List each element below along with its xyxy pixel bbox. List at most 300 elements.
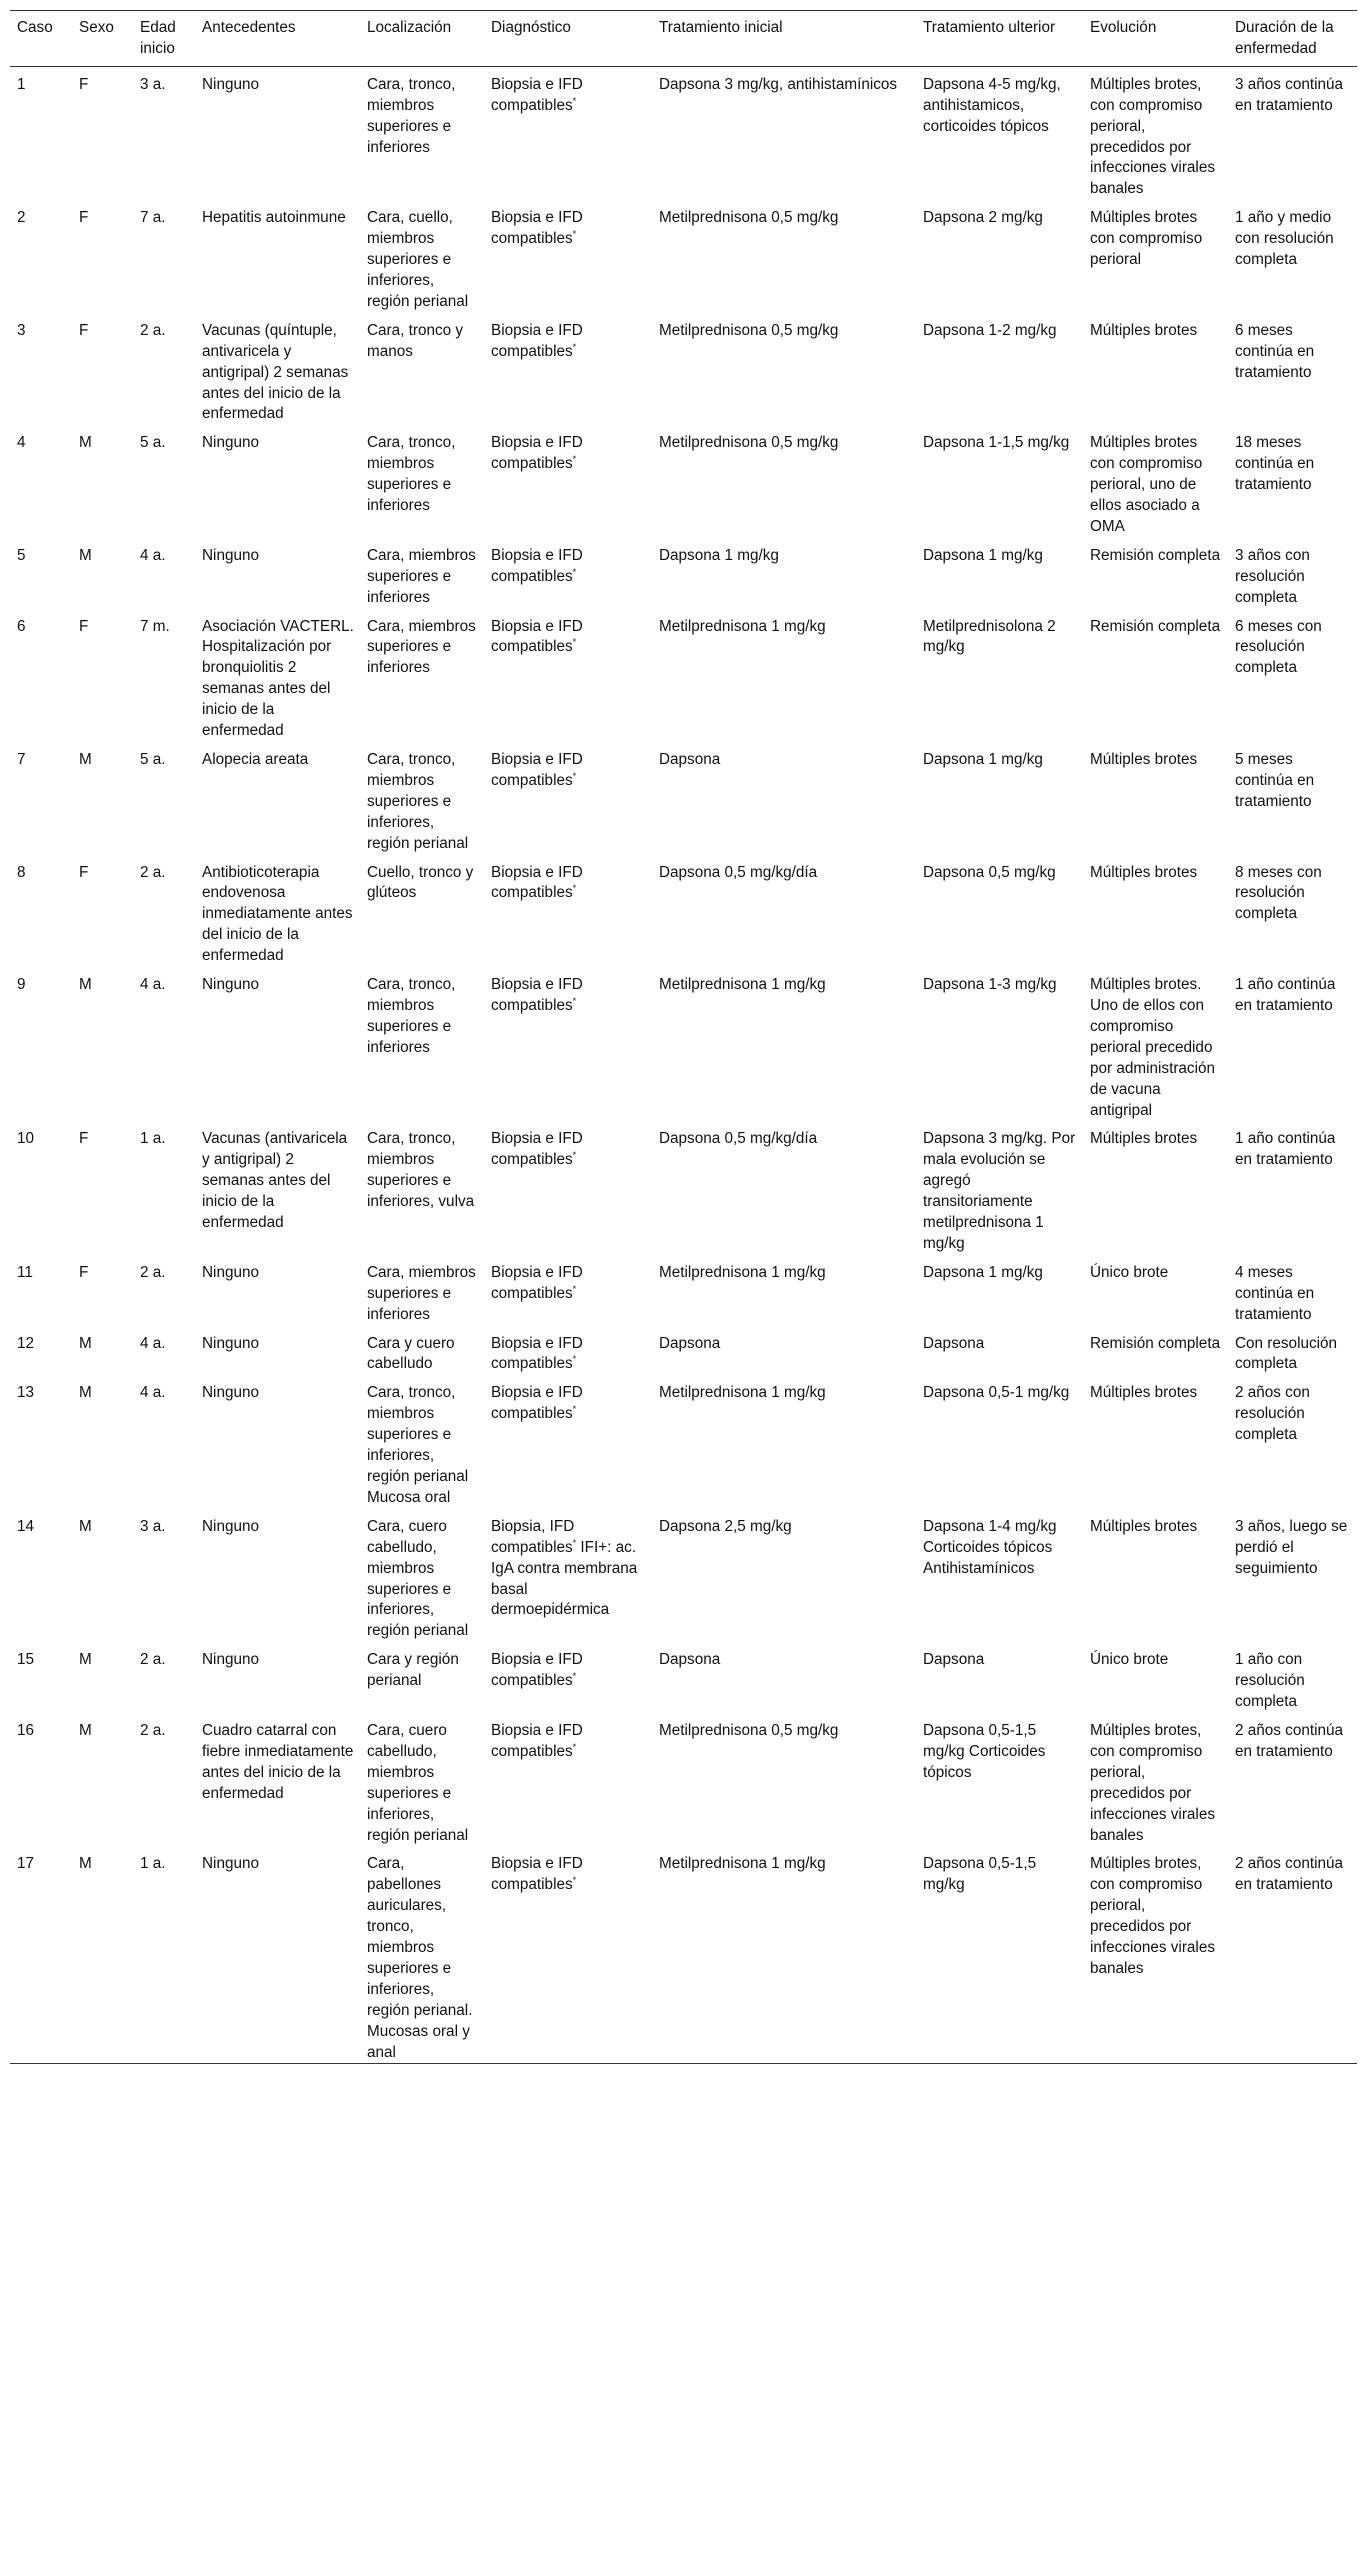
- header-row: [10, 11, 1357, 67]
- cell-text: 1 a.: [140, 1130, 166, 1148]
- cell-text: Dapsona 3 mg/kg. Por mala evolución se agregó transitoriamente metilprednisona 1 mg/kg: [923, 1130, 1076, 1252]
- cell-localizacion: [360, 1326, 484, 1376]
- cell-caso: [10, 425, 72, 538]
- cell-text: Biopsia e IFD compatibles: [491, 1384, 583, 1423]
- cell-text: Biopsia, IFD compatibles: [491, 1517, 575, 1556]
- cell-antecedentes: [195, 66, 360, 200]
- cell-evolucion: [1083, 609, 1228, 742]
- cell-text: Cara, cuello, miembros superiores e inferiores, región perianal: [367, 209, 469, 310]
- cell-edad: [133, 742, 195, 855]
- cell-text: Ninguno: [202, 75, 259, 93]
- cell-evolucion: [1083, 1255, 1228, 1326]
- cell-text: Dapsona 1 mg/kg: [923, 1263, 1043, 1281]
- cell-text: 8: [17, 863, 26, 881]
- cell-edad: [133, 313, 195, 426]
- cell-text: Cara, miembros superiores e inferiores: [367, 1263, 476, 1323]
- cell-caso: [10, 1255, 72, 1326]
- cell-text: Ninguno: [202, 1334, 259, 1352]
- cell-tratamiento-ulterior: [916, 1121, 1083, 1254]
- cell-tratamiento-ulterior: [916, 313, 1083, 426]
- cell-sexo: [72, 66, 133, 200]
- header-localizacion: Localización: [367, 19, 452, 36]
- cell-localizacion: [360, 313, 484, 426]
- cell-antecedentes: [195, 742, 360, 855]
- cell-evolucion: [1083, 1509, 1228, 1642]
- cell-text: Cara, miembros superiores e inferiores: [367, 546, 476, 606]
- cell-antecedentes: [195, 1326, 360, 1376]
- cell-text: Ninguno: [202, 1384, 259, 1402]
- table-row: [10, 313, 1357, 426]
- header-diagnostico: Diagnóstico: [491, 19, 571, 36]
- cell-text: F: [79, 863, 89, 881]
- cell-diagnostico: [484, 609, 652, 742]
- table-row: [10, 1509, 1357, 1642]
- cell-duracion: [1228, 1846, 1357, 2064]
- cell-edad: [133, 967, 195, 1121]
- cell-sexo: [72, 313, 133, 426]
- cell-text: M: [79, 434, 92, 452]
- cell-evolucion: [1083, 538, 1228, 609]
- cell-localizacion: [360, 742, 484, 855]
- cell-duracion: [1228, 609, 1357, 742]
- cell-localizacion: [360, 1642, 484, 1713]
- cell-text: Biopsia e IFD compatibles: [491, 1855, 583, 1894]
- cell-evolucion: [1083, 1375, 1228, 1508]
- table-row: [10, 1121, 1357, 1254]
- cell-text: F: [79, 1130, 89, 1148]
- cell-text: 3 a.: [140, 1517, 166, 1535]
- cell-sexo: [72, 425, 133, 538]
- cell-tratamiento-ulterior: [916, 1509, 1083, 1642]
- cell-localizacion: [360, 66, 484, 200]
- cell-sexo: [72, 1509, 133, 1642]
- table-header: [10, 11, 1357, 67]
- table-row: [10, 425, 1357, 538]
- cell-tratamiento-ulterior: [916, 1713, 1083, 1846]
- cell-caso: [10, 1642, 72, 1713]
- cell-edad: [133, 855, 195, 968]
- cell-tratamiento-inicial: [652, 425, 916, 538]
- cell-localizacion: [360, 425, 484, 538]
- cell-text: Ninguno: [202, 1855, 259, 1873]
- cell-caso: [10, 855, 72, 968]
- cell-text: 8 meses con resolución completa: [1235, 863, 1322, 923]
- cell-text: Múltiples brotes: [1090, 1517, 1198, 1535]
- cell-text: 3 años continúa en tratamiento: [1235, 75, 1344, 114]
- cell-text: Cara, tronco, miembros superiores e inferiores, región perianal: [367, 751, 469, 852]
- cell-text: 11: [17, 1263, 33, 1281]
- cell-text: Metilprednisona 1 mg/kg: [659, 1855, 826, 1873]
- cell-tratamiento-ulterior: [916, 66, 1083, 200]
- cell-antecedentes: [195, 313, 360, 426]
- cell-diagnostico: [484, 1121, 652, 1254]
- table-body: [10, 66, 1357, 2064]
- cell-text: Biopsia e IFD compatibles: [491, 321, 583, 360]
- cell-diagnostico: [484, 66, 652, 200]
- cell-tratamiento-inicial: [652, 66, 916, 200]
- footnote-marker: *: [572, 454, 577, 465]
- cell-diagnostico: [484, 1509, 652, 1642]
- cell-text: 4 a.: [140, 1384, 166, 1402]
- cell-text: 3 a.: [140, 75, 166, 93]
- cell-tratamiento-inicial: [652, 1642, 916, 1713]
- cell-duracion: [1228, 742, 1357, 855]
- cell-text: Asociación VACTERL. Hospitalización por bronquiolitis 2 semanas antes del inicio de la enfermedad: [202, 617, 354, 740]
- cell-tratamiento-ulterior: [916, 742, 1083, 855]
- cell-text: M: [79, 1517, 92, 1535]
- cell-localizacion: [360, 1121, 484, 1254]
- table-row: [10, 1713, 1357, 1846]
- cell-text: Remisión completa: [1090, 1334, 1221, 1352]
- cell-localizacion: [360, 1713, 484, 1846]
- cell-text: 7 a.: [140, 209, 166, 227]
- cell-text: Biopsia e IFD compatibles: [491, 209, 583, 248]
- cell-text: 2 a.: [140, 321, 166, 339]
- cell-tratamiento-ulterior: [916, 425, 1083, 538]
- cell-text: 5 a.: [140, 751, 166, 768]
- cell-text: Único brote: [1090, 1651, 1169, 1669]
- cell-sexo: [72, 1375, 133, 1508]
- cell-edad: [133, 538, 195, 609]
- footnote-marker: *: [572, 1404, 577, 1415]
- cell-text: Cara, tronco y manos: [367, 321, 464, 360]
- table-row: [10, 855, 1357, 968]
- cell-text: Múltiples brotes. Uno de ellos con compromiso perioral precedido por administración de vacuna antigripal: [1090, 976, 1215, 1119]
- cell-text: Vacunas (antivaricela y antigripal) 2 semanas antes del inicio de la enfermedad: [202, 1130, 348, 1232]
- cell-edad: [133, 66, 195, 200]
- cell-caso: [10, 1326, 72, 1376]
- cell-evolucion: [1083, 313, 1228, 426]
- cell-edad: [133, 1255, 195, 1326]
- cell-duracion: [1228, 855, 1357, 968]
- footnote-marker: *: [572, 566, 577, 577]
- cell-text: Ninguno: [202, 976, 259, 994]
- cell-text: Múltiples brotes, con compromiso perioral, precedidos por infecciones virales banales: [1090, 75, 1215, 198]
- cell-text: 1 año con resolución completa: [1235, 1651, 1305, 1711]
- cell-antecedentes: [195, 1121, 360, 1254]
- cell-text: Dapsona 3 mg/kg, antihistamínicos: [659, 75, 898, 93]
- cell-tratamiento-inicial: [652, 1509, 916, 1642]
- cell-text: Múltiples brotes, con compromiso perioral, precedidos por infecciones virales banales: [1090, 1855, 1215, 1977]
- cell-tratamiento-ulterior: [916, 967, 1083, 1121]
- clinical-cases-table: [10, 10, 1357, 2064]
- cell-evolucion: [1083, 200, 1228, 313]
- cell-text: Múltiples brotes: [1090, 321, 1198, 339]
- cell-text: Múltiples brotes con compromiso perioral: [1090, 209, 1203, 269]
- cell-duracion: [1228, 1255, 1357, 1326]
- cell-duracion: [1228, 200, 1357, 313]
- cell-text: Dapsona 1-2 mg/kg: [923, 321, 1057, 339]
- cell-antecedentes: [195, 425, 360, 538]
- header-tratamiento-ulterior: Tratamiento ulterior: [923, 19, 1056, 36]
- cell-text: Dapsona 0,5 mg/kg: [923, 863, 1056, 881]
- cell-text: 5: [17, 546, 26, 564]
- cell-text: Múltiples brotes con compromiso perioral, uno de ellos asociado a OMA: [1090, 434, 1203, 535]
- cell-sexo: [72, 967, 133, 1121]
- cell-text: Antibioticoterapia endovenosa inmediatamente antes del inicio de la enfermedad: [202, 863, 353, 965]
- cell-duracion: [1228, 1713, 1357, 1846]
- cell-caso: [10, 1713, 72, 1846]
- cell-text: Ninguno: [202, 1517, 259, 1535]
- cell-text: Dapsona 0,5-1,5 mg/kg Corticoides tópicos: [923, 1721, 1046, 1781]
- cell-caso: [10, 313, 72, 426]
- cell-text: 3 años con resolución completa: [1235, 546, 1310, 606]
- cell-evolucion: [1083, 967, 1228, 1121]
- cell-diagnostico: [484, 1375, 652, 1508]
- cell-evolucion: [1083, 1642, 1228, 1713]
- cell-text: Dapsona: [659, 1334, 721, 1352]
- cell-text: Dapsona 0,5 mg/kg/día: [659, 1130, 818, 1148]
- cell-text: Metilprednisona 0,5 mg/kg: [659, 1721, 839, 1739]
- cell-text: Dapsona 2,5 mg/kg: [659, 1517, 792, 1535]
- footnote-marker: *: [572, 883, 577, 894]
- cell-duracion: [1228, 1375, 1357, 1508]
- clinical-table-container: [10, 10, 1357, 2064]
- cell-text: Con resolución completa: [1235, 1334, 1338, 1373]
- cell-text: 15: [17, 1651, 35, 1669]
- cell-tratamiento-ulterior: [916, 1642, 1083, 1713]
- cell-edad: [133, 1326, 195, 1376]
- cell-sexo: [72, 1121, 133, 1254]
- table-row: [10, 200, 1357, 313]
- cell-antecedentes: [195, 1713, 360, 1846]
- cell-text: Dapsona: [659, 751, 721, 768]
- cell-duracion: [1228, 425, 1357, 538]
- cell-text: Biopsia e IFD compatibles: [491, 1651, 583, 1690]
- cell-sexo: [72, 1642, 133, 1713]
- cell-text: Dapsona 1 mg/kg: [659, 546, 779, 564]
- cell-text: Cuello, tronco y glúteos: [367, 863, 474, 902]
- cell-sexo: [72, 200, 133, 313]
- cell-caso: [10, 967, 72, 1121]
- cell-text: Metilprednisolona 2 mg/kg: [923, 617, 1056, 656]
- header-tratamiento-inicial: Tratamiento inicial: [659, 19, 783, 36]
- cell-text: Dapsona 1 mg/kg: [923, 751, 1043, 768]
- cell-text: 4 meses continúa en tratamiento: [1235, 1263, 1315, 1323]
- cell-localizacion: [360, 538, 484, 609]
- cell-caso: [10, 1375, 72, 1508]
- cell-text: 7 m.: [140, 617, 170, 635]
- cell-sexo: [72, 1255, 133, 1326]
- cell-text: Múltiples brotes, con compromiso perioral, precedidos por infecciones virales banales: [1090, 1721, 1215, 1844]
- cell-tratamiento-ulterior: [916, 1255, 1083, 1326]
- cell-tratamiento-ulterior: [916, 855, 1083, 968]
- cell-text: 2 a.: [140, 863, 166, 881]
- cell-tratamiento-ulterior: [916, 538, 1083, 609]
- footnote-marker: *: [572, 1150, 577, 1161]
- cell-tratamiento-ulterior: [916, 609, 1083, 742]
- header-duracion: Duración de la enfermedad: [1235, 19, 1334, 57]
- cell-text: Múltiples brotes: [1090, 863, 1198, 881]
- cell-antecedentes: [195, 200, 360, 313]
- cell-text: Dapsona: [923, 1651, 985, 1669]
- cell-sexo: [72, 538, 133, 609]
- cell-text: 2 años continúa en tratamiento: [1235, 1855, 1344, 1894]
- cell-text: 9: [17, 976, 26, 994]
- cell-caso: [10, 1121, 72, 1254]
- footnote-marker: *: [572, 1741, 577, 1752]
- cell-text: Múltiples brotes: [1090, 1384, 1198, 1402]
- cell-tratamiento-inicial: [652, 1713, 916, 1846]
- cell-text: M: [79, 546, 92, 564]
- cell-text: Dapsona 1 mg/kg: [923, 546, 1043, 564]
- cell-text: Dapsona 1-3 mg/kg: [923, 976, 1057, 994]
- cell-text: 2 a.: [140, 1721, 166, 1739]
- cell-text: 4 a.: [140, 976, 166, 994]
- cell-tratamiento-inicial: [652, 742, 916, 855]
- cell-text: Remisión completa: [1090, 617, 1221, 635]
- cell-tratamiento-ulterior: [916, 1326, 1083, 1376]
- cell-text: 1 año continúa en tratamiento: [1235, 1130, 1336, 1169]
- cell-diagnostico: [484, 1255, 652, 1326]
- cell-diagnostico: [484, 313, 652, 426]
- cell-localizacion: [360, 1846, 484, 2064]
- footnote-marker: *: [572, 95, 577, 106]
- cell-text: Dapsona 1-4 mg/kg Corticoides tópicos Antihistamínicos: [923, 1517, 1057, 1577]
- cell-text: Dapsona: [923, 1334, 985, 1352]
- cell-tratamiento-inicial: [652, 1375, 916, 1508]
- cell-text: 16: [17, 1721, 35, 1739]
- header-antecedentes: Antecedentes: [202, 19, 296, 36]
- cell-text: 6 meses continúa en tratamiento: [1235, 321, 1315, 381]
- footnote-marker: *: [572, 995, 577, 1006]
- cell-duracion: [1228, 1121, 1357, 1254]
- cell-text: 4: [17, 434, 26, 452]
- cell-caso: [10, 538, 72, 609]
- cell-text: Múltiples brotes: [1090, 751, 1198, 768]
- cell-diagnostico: [484, 200, 652, 313]
- cell-text: Biopsia e IFD compatibles: [491, 863, 583, 902]
- header-caso: Caso: [17, 19, 53, 36]
- cell-antecedentes: [195, 1846, 360, 2064]
- footnote-marker: *: [572, 1354, 577, 1365]
- cell-text: 13: [17, 1384, 35, 1402]
- cell-text: Dapsona 4-5 mg/kg, antihistamicos, corticoides tópicos: [923, 75, 1061, 135]
- cell-text: Biopsia e IFD compatibles: [491, 75, 583, 114]
- cell-diagnostico: [484, 1846, 652, 2064]
- cell-text: 18 meses continúa en tratamiento: [1235, 434, 1315, 494]
- cell-diagnostico: [484, 1642, 652, 1713]
- cell-text: Metilprednisona 1 mg/kg: [659, 1263, 826, 1281]
- cell-tratamiento-ulterior: [916, 1375, 1083, 1508]
- cell-text: 6 meses con resolución completa: [1235, 617, 1322, 677]
- cell-text: M: [79, 976, 92, 994]
- cell-caso: [10, 66, 72, 200]
- cell-text: Metilprednisona 1 mg/kg: [659, 976, 826, 994]
- cell-caso: [10, 1846, 72, 2064]
- cell-tratamiento-inicial: [652, 855, 916, 968]
- cell-text: 5 meses continúa en tratamiento: [1235, 751, 1315, 810]
- cell-text: Dapsona 2 mg/kg: [923, 209, 1043, 227]
- cell-localizacion: [360, 967, 484, 1121]
- cell-tratamiento-inicial: [652, 538, 916, 609]
- cell-text: Único brote: [1090, 1263, 1169, 1281]
- cell-edad: [133, 1509, 195, 1642]
- cell-localizacion: [360, 855, 484, 968]
- cell-evolucion: [1083, 855, 1228, 968]
- cell-duracion: [1228, 1326, 1357, 1376]
- cell-antecedentes: [195, 1375, 360, 1508]
- cell-text: 2 a.: [140, 1263, 166, 1281]
- cell-evolucion: [1083, 66, 1228, 200]
- cell-edad: [133, 1713, 195, 1846]
- footnote-marker: *: [572, 229, 577, 240]
- cell-tratamiento-ulterior: [916, 200, 1083, 313]
- table-row: [10, 1642, 1357, 1713]
- cell-diagnostico: [484, 425, 652, 538]
- header-evolucion: Evolución: [1090, 19, 1157, 36]
- cell-diagnostico: [484, 1713, 652, 1846]
- cell-text: Metilprednisona 0,5 mg/kg: [659, 209, 839, 227]
- cell-evolucion: [1083, 1121, 1228, 1254]
- cell-duracion: [1228, 1509, 1357, 1642]
- cell-text: Remisión completa: [1090, 546, 1221, 564]
- cell-tratamiento-ulterior: [916, 1846, 1083, 2064]
- cell-antecedentes: [195, 1642, 360, 1713]
- cell-text: Biopsia e IFD compatibles: [491, 1721, 583, 1760]
- cell-tratamiento-inicial: [652, 200, 916, 313]
- cell-text: 3: [17, 321, 26, 339]
- cell-tratamiento-inicial: [652, 1121, 916, 1254]
- cell-text: Cuadro catarral con fiebre inmediatamente antes del inicio de la enfermedad: [202, 1721, 354, 1802]
- table-row: [10, 1255, 1357, 1326]
- cell-edad: [133, 1121, 195, 1254]
- header-sexo: Sexo: [79, 19, 114, 36]
- cell-diagnostico: [484, 538, 652, 609]
- cell-text: Cara y cuero cabelludo: [367, 1334, 455, 1373]
- cell-evolucion: [1083, 425, 1228, 538]
- cell-text: Ninguno: [202, 434, 259, 452]
- cell-diagnostico: [484, 855, 652, 968]
- cell-duracion: [1228, 538, 1357, 609]
- cell-text: M: [79, 1651, 92, 1669]
- cell-text: Cara, tronco, miembros superiores e inferiores: [367, 434, 456, 515]
- cell-evolucion: [1083, 1846, 1228, 2064]
- cell-duracion: [1228, 66, 1357, 200]
- cell-text: Cara, pabellones auriculares, tronco, miembros superiores e inferiores, región perianal. Mucosas oral y anal: [367, 1855, 473, 2061]
- footnote-marker: *: [572, 1875, 577, 1886]
- cell-antecedentes: [195, 538, 360, 609]
- cell-text: Dapsona 1-1,5 mg/kg: [923, 434, 1070, 452]
- cell-text: 4 a.: [140, 1334, 166, 1352]
- cell-text: F: [79, 1263, 89, 1281]
- table-row: [10, 967, 1357, 1121]
- cell-localizacion: [360, 1375, 484, 1508]
- cell-text: 1: [17, 75, 26, 93]
- cell-text: Metilprednisona 0,5 mg/kg: [659, 434, 839, 452]
- cell-text: Biopsia e IFD compatibles: [491, 546, 583, 585]
- cell-text: M: [79, 1721, 92, 1739]
- cell-duracion: [1228, 313, 1357, 426]
- cell-text: Biopsia e IFD compatibles: [491, 617, 583, 656]
- cell-text: 3 años, luego se perdió el seguimiento: [1235, 1517, 1348, 1577]
- footnote-marker: *: [572, 637, 577, 648]
- cell-text: 14: [17, 1517, 35, 1535]
- cell-diagnostico: [484, 967, 652, 1121]
- table-row: [10, 1375, 1357, 1508]
- cell-text: Metilprednisona 0,5 mg/kg: [659, 321, 839, 339]
- cell-text: M: [79, 1855, 92, 1873]
- cell-text: 10: [17, 1130, 35, 1148]
- cell-text: Dapsona: [659, 1651, 721, 1669]
- table-row: [10, 66, 1357, 200]
- cell-text: 2: [17, 209, 26, 227]
- cell-text: 7: [17, 751, 26, 768]
- cell-edad: [133, 1375, 195, 1508]
- cell-caso: [10, 1509, 72, 1642]
- cell-edad: [133, 609, 195, 742]
- cell-text: M: [79, 1334, 92, 1352]
